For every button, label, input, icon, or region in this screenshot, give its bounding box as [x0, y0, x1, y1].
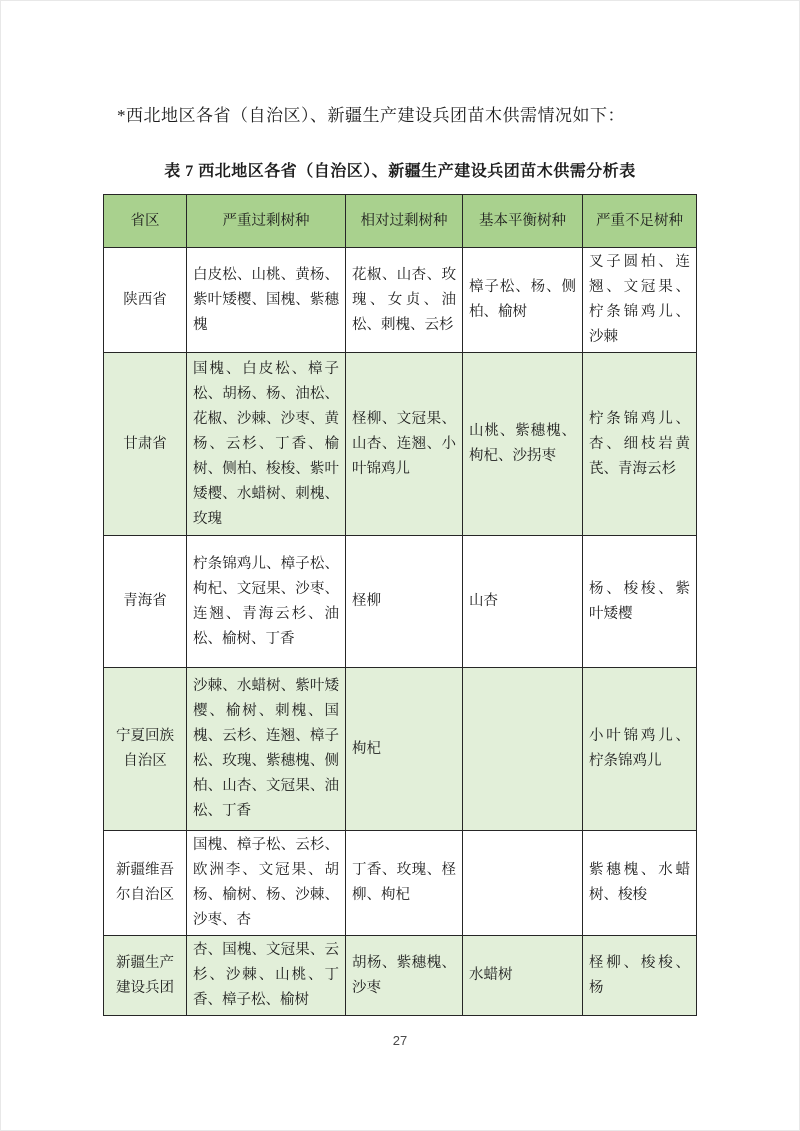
cell-severe-surplus: 国槐、樟子松、云杉、欧洲李、文冠果、胡杨、榆树、杨、沙棘、沙枣、杏 [187, 831, 346, 936]
cell-severe-surplus: 白皮松、山桃、黄杨、紫叶矮樱、国槐、紫穗槐 [187, 248, 346, 353]
table-row-qinghai [104, 536, 697, 668]
cell-region: 新疆维吾尔自治区 [104, 831, 187, 936]
cell-severe-shortage: 柽柳、梭梭、杨 [583, 936, 697, 1016]
cell-relative-surplus: 胡杨、紫穗槐、沙枣 [346, 936, 463, 1016]
cell-balanced [463, 831, 583, 936]
seedling-supply-demand-table [103, 194, 697, 1016]
cell-relative-surplus: 丁香、玫瑰、柽柳、枸杞 [346, 831, 463, 936]
cell-region: 新疆生产建设兵团 [104, 936, 187, 1016]
cell-relative-surplus: 枸杞 [346, 668, 463, 831]
cell-severe-shortage: 柠条锦鸡儿、杏、细枝岩黄芪、青海云杉 [583, 353, 697, 536]
header-severe-surplus: 严重过剩树种 [187, 195, 346, 248]
cell-severe-surplus: 柠条锦鸡儿、樟子松、枸杞、文冠果、沙枣、连翘、青海云杉、油松、榆树、丁香 [187, 536, 346, 668]
cell-balanced: 山杏 [463, 536, 583, 668]
cell-balanced: 山桃、紫穗槐、枸杞、沙拐枣 [463, 353, 583, 536]
cell-balanced: 水蜡树 [463, 936, 583, 1016]
cell-relative-surplus: 花椒、山杏、玫瑰、女贞、油松、刺槐、云杉 [346, 248, 463, 353]
table-row-shaanxi [104, 248, 697, 353]
cell-severe-shortage: 紫穗槐、水蜡树、梭梭 [583, 831, 697, 936]
cell-relative-surplus: 柽柳、文冠果、山杏、连翘、小叶锦鸡儿 [346, 353, 463, 536]
cell-severe-surplus: 沙棘、水蜡树、紫叶矮樱、榆树、刺槐、国槐、云杉、连翘、樟子松、玫瑰、紫穗槐、侧柏、山杏、文冠果、油松、丁香 [187, 668, 346, 831]
header-row [104, 195, 697, 248]
cell-severe-shortage: 小叶锦鸡儿、柠条锦鸡儿 [583, 668, 697, 831]
cell-region: 陕西省 [104, 248, 187, 353]
cell-balanced [463, 668, 583, 831]
intro-paragraph: *西北地区各省（自治区）、新疆生产建设兵团苗木供需情况如下： [117, 106, 625, 125]
table-row-ningxia [104, 668, 697, 831]
table-row-gansu [104, 353, 697, 536]
table-row-xinjiang [104, 831, 697, 936]
cell-balanced: 樟子松、杨、侧柏、榆树 [463, 248, 583, 353]
cell-severe-surplus: 国槐、白皮松、樟子松、胡杨、杨、油松、花椒、沙棘、沙枣、黄杨、云杉、丁香、榆树、侧柏、梭梭、紫叶矮樱、水蜡树、刺槐、玫瑰 [187, 353, 346, 536]
page-number: 27 [392, 1033, 408, 1048]
cell-region: 宁夏回族自治区 [104, 668, 187, 831]
cell-severe-shortage: 杨、梭梭、紫叶矮樱 [583, 536, 697, 668]
cell-region: 甘肃省 [104, 353, 187, 536]
header-balanced: 基本平衡树种 [463, 195, 583, 248]
header-relative-surplus: 相对过剩树种 [346, 195, 463, 248]
header-region: 省区 [104, 195, 187, 248]
cell-relative-surplus: 柽柳 [346, 536, 463, 668]
table-row-xinjiang-corps [104, 936, 697, 1016]
header-severe-shortage: 严重不足树种 [583, 195, 697, 248]
cell-severe-shortage: 叉子圆柏、连翘、文冠果、柠条锦鸡儿、沙棘 [583, 248, 697, 353]
cell-severe-surplus: 杏、国槐、文冠果、云杉、沙棘、山桃、丁香、樟子松、榆树 [187, 936, 346, 1016]
cell-region: 青海省 [104, 536, 187, 668]
table-caption: 表 7 西北地区各省（自治区）、新疆生产建设兵团苗木供需分析表 [164, 163, 636, 180]
